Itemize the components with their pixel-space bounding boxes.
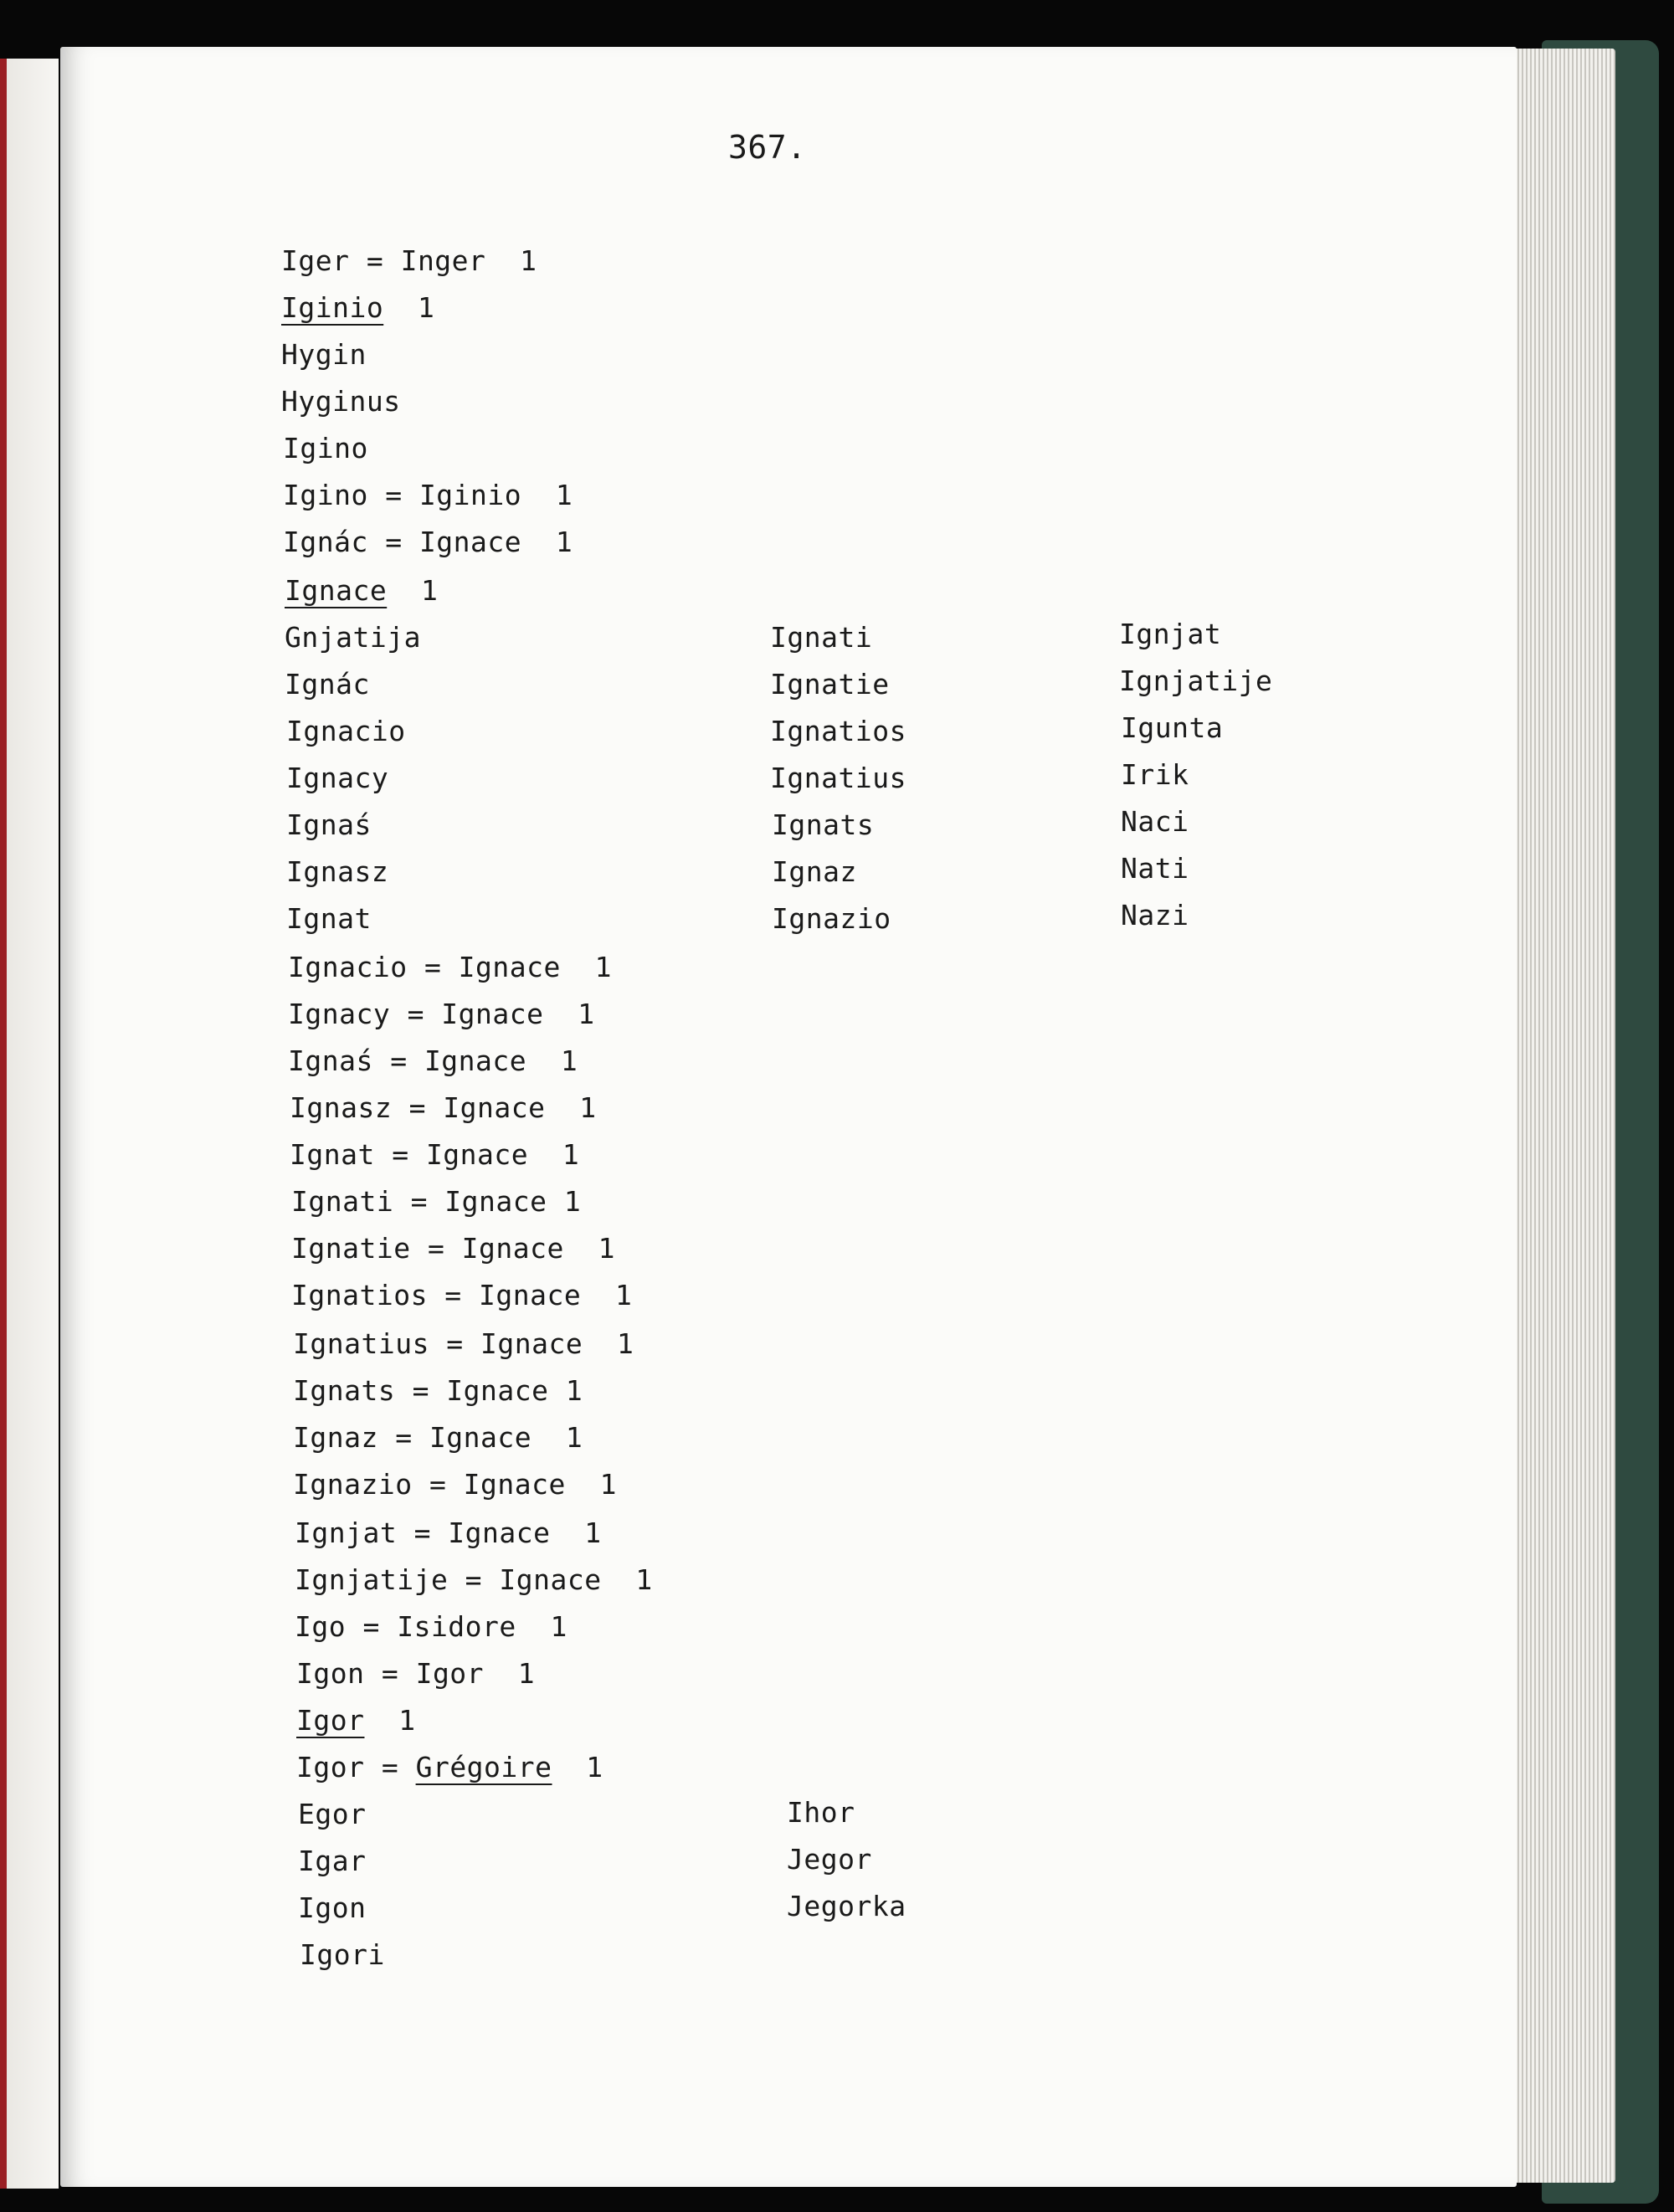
variant-name: Jegorka (787, 1890, 906, 1922)
variant-name: Ihor (787, 1796, 855, 1829)
entry-line-underlined: Ignace 1 (285, 574, 439, 607)
variant-name: Ignats (772, 808, 875, 841)
entry-line: Egor (298, 1798, 367, 1830)
entry-line: Ignatios = Ignace 1 (291, 1279, 633, 1311)
entry-line: Iger = Inger 1 (281, 244, 537, 277)
entry-line: Hyginus (281, 385, 401, 418)
entry-line: Ignjatije = Ignace 1 (295, 1563, 653, 1596)
variant-name: Nati (1121, 852, 1189, 885)
entry-headword: Igor (296, 1704, 365, 1737)
entry-line: Ignác = Ignace 1 (283, 526, 573, 558)
entry-line-underlined: Igor = Grégoire 1 (296, 1751, 603, 1783)
entry-line: Ignjat = Ignace 1 (295, 1517, 602, 1549)
entry-line: Ignazio = Ignace 1 (293, 1468, 617, 1501)
variant-name: Ignjat (1119, 618, 1222, 650)
entry-line: Ignacio (286, 715, 406, 747)
entry-line: Ignác (285, 668, 370, 701)
page-sheet (60, 47, 1517, 2187)
entry-line: Ignasz (286, 855, 389, 888)
variant-name: Ignjatije (1119, 665, 1273, 697)
variant-name: Jegor (787, 1843, 872, 1876)
entry-headword: Ignace (285, 574, 388, 607)
variant-name: Ignazio (772, 902, 891, 935)
entry-line: Ignatie = Ignace 1 (291, 1232, 615, 1265)
entry-line: Ignacio = Ignace 1 (288, 951, 612, 983)
page-number: 367. (728, 129, 807, 166)
entry-line: Ignat = Ignace 1 (290, 1138, 580, 1171)
entry-line: Gnjatija (285, 621, 421, 654)
entry-line: Ignacy = Ignace 1 (288, 998, 595, 1030)
variant-name: Igunta (1121, 711, 1224, 744)
entry-line: Ignasz = Ignace 1 (290, 1091, 597, 1124)
entry-line: Igino = Iginio 1 (283, 479, 573, 511)
entry-line: Ignats = Ignace 1 (293, 1374, 583, 1407)
variant-name: Naci (1121, 805, 1189, 838)
entry-line: Ignaz = Ignace 1 (293, 1421, 583, 1454)
entry-line: Ignaś (286, 808, 372, 841)
entry-line: Ignaś = Ignace 1 (288, 1044, 578, 1077)
entry-line: Igar (298, 1845, 367, 1877)
variant-name: Irik (1121, 758, 1189, 791)
variant-name: Ignaz (772, 855, 857, 888)
entry-line: Ignati = Ignace 1 (291, 1185, 582, 1218)
entry-line: Ignat (286, 902, 372, 935)
variant-name: Ignatios (770, 715, 906, 747)
entry-line: Igino (283, 432, 368, 464)
entry-line: Igon = Igor 1 (296, 1657, 536, 1690)
left-page-edge (0, 59, 59, 2189)
entry-line: Ignacy (286, 762, 389, 794)
entry-line: Igon (298, 1891, 367, 1924)
entry-line-underlined: Igor 1 (296, 1704, 416, 1737)
entry-line: Hygin (281, 338, 367, 371)
variant-name: Ignati (770, 621, 873, 654)
entry-line: Ignatius = Ignace 1 (293, 1327, 634, 1360)
entry-crossref: Grégoire (415, 1751, 552, 1783)
left-page-spine (0, 59, 7, 2189)
variant-name: Ignatie (770, 668, 890, 701)
variant-name: Nazi (1121, 899, 1189, 932)
entry-line: Igo = Isidore 1 (295, 1610, 567, 1643)
entry-line-underlined: Iginio 1 (281, 291, 435, 324)
entry-headword: Iginio (281, 291, 384, 324)
entry-line: Igori (300, 1938, 385, 1971)
variant-name: Ignatius (770, 762, 906, 794)
